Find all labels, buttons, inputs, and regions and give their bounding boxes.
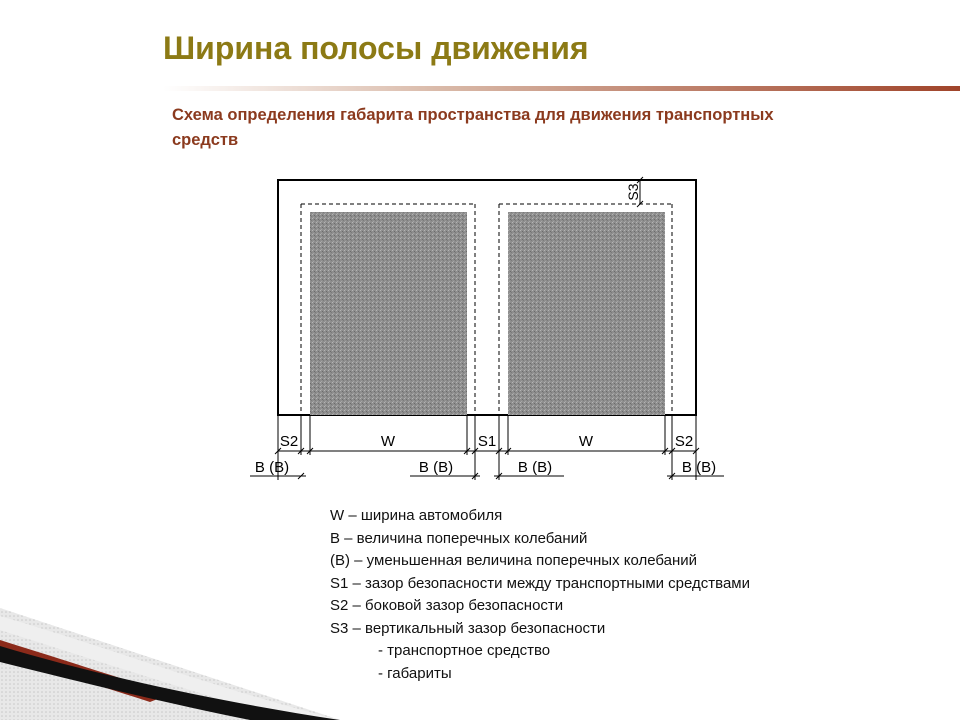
vehicle-left: [310, 212, 467, 415]
w-left-label: W: [380, 433, 396, 450]
legend-subitem-vehicle: - транспортное средство: [378, 642, 551, 659]
legend: [330, 505, 750, 685]
title-underline: [163, 86, 960, 91]
legend-item-b-reduced: (B) – уменьшенная величина поперечных колебаний: [330, 552, 698, 569]
s2-right-label: S2: [674, 433, 694, 450]
b-outer-right-label: B (B): [681, 459, 717, 476]
legend-item-s2: S2 – боковой зазор безопасности: [330, 597, 564, 614]
legend-item-b: B – величина поперечных колебаний: [330, 529, 588, 547]
diagram-subtitle: Схема определения габарита пространства для движения транспортных средств: [172, 106, 774, 149]
s2-left-label: S2: [279, 433, 299, 450]
dimension-row-2: [250, 473, 724, 479]
legend-item-w: W – ширина автомобиля: [330, 507, 503, 524]
s1-label: S1: [477, 433, 497, 450]
legend-item-s3: S3 – вертикальный зазор безопасности: [330, 619, 606, 637]
w-right-label: W: [578, 433, 594, 450]
clearance-diagram: [240, 170, 740, 500]
b-inner-left-label: B (B): [418, 459, 454, 476]
slide-title: Ширина полосы движения: [163, 30, 589, 66]
s3-label: S3: [625, 183, 641, 201]
decorative-swoosh: [0, 590, 340, 720]
legend-subitem-clearance: - габариты: [378, 664, 452, 682]
vehicle-right: [508, 212, 665, 415]
b-outer-left-label: B (B): [254, 459, 290, 476]
b-inner-right-label: B (B): [517, 459, 553, 476]
legend-item-s1: S1 – зазор безопасности между транспортными средствами: [330, 574, 750, 592]
